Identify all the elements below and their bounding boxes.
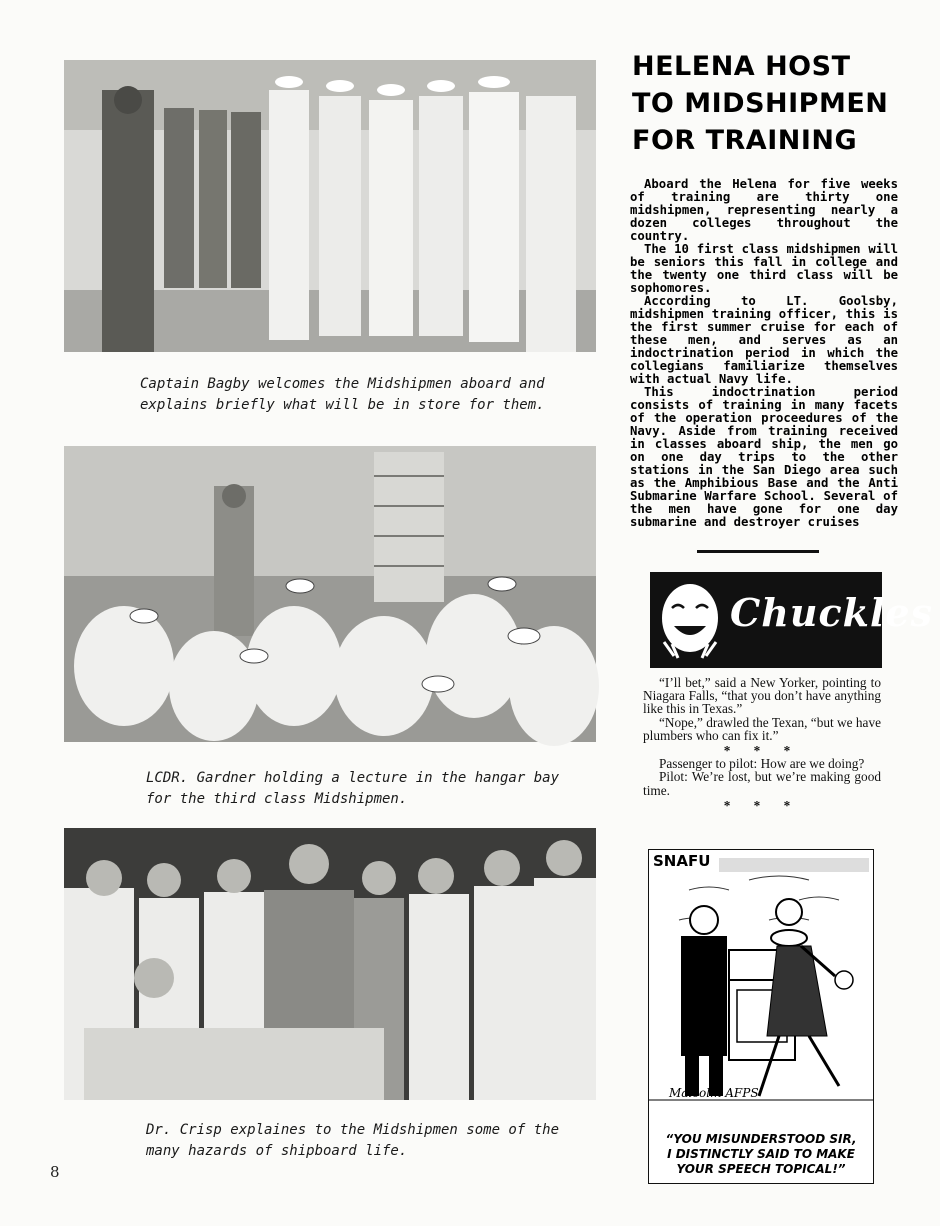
page-number: 8: [50, 1163, 60, 1181]
photo-hangar-lecture: [64, 446, 596, 742]
photo-dr-crisp: [64, 828, 596, 1100]
photo-caption-3: Dr. Crisp explaines to the Midshipmen some of the many hazards of shipboard life.: [146, 1122, 560, 1159]
article-paragraph: The 10 first class midshipmen will be seniors this fall in college and the twenty one third class will be sophomores.: [630, 242, 898, 295]
cartoon-caption: “YOU MISUNDERSTOOD SIR, I DISTINCTLY SAID TO MAKE YOUR SPEECH TOPICAL!”: [665, 1132, 857, 1176]
article-headline: HELENA HOST TO MIDSHIPMEN FOR TRAINING: [632, 51, 889, 156]
article-paragraph: According to LT. Goolsby, midshipmen training officer, this is the first summer cruise for each of these men, and serves as an indoctrination period in which the collegians familiarize themselves with actual Navy life.: [630, 294, 898, 386]
article-paragraph: This indoctrination period consists of training in many facets of the operation proceedures of the Navy. Aside from training received in classes aboard ship, the men go on one day trips to the other stations in the San Diego area such as the Amphibious Base and the Anti Submarine Warfare School. Several of the men have gone for one day submarine and destroyer cruises: [630, 385, 898, 529]
jokes-column: [643, 676, 881, 812]
laughing-face-icon: [650, 572, 730, 668]
joke-paragraph: Passenger to pilot: How are we doing?: [659, 756, 865, 772]
chuckles-title: Chuckles: [730, 590, 933, 635]
photo-caption-1: Captain Bagby welcomes the Midshipmen aboard and explains briefly what will be in store for them.: [140, 376, 545, 413]
divider-rule: [697, 550, 819, 553]
cartoon-signature: Malcolm AFPS: [669, 1086, 759, 1100]
photo-caption-2: LCDR. Gardner holding a lecture in the hangar bay for the third class Midshipmen.: [146, 770, 560, 807]
article-body: [630, 178, 898, 529]
joke-paragraph: “I’ll bet,” said a New Yorker, pointing to Niagara Falls, “that you don’t have anything like this in Texas.”: [643, 675, 881, 717]
joke-paragraph: Pilot: We’re lost, but we’re making good time.: [643, 769, 881, 798]
chuckles-banner: [650, 572, 933, 668]
article-paragraph: Aboard the Helena for five weeks of training are thirty one midshipmen, representing nearly a dozen colleges throughout the country.: [630, 177, 898, 243]
joke-separator: * * *: [723, 743, 801, 759]
snafu-cartoon: [648, 849, 874, 1184]
photo-captain-welcome: [64, 60, 596, 352]
joke-separator: * * *: [723, 797, 801, 813]
cartoon-title: SNAFU: [653, 852, 711, 870]
joke-paragraph: “Nope,” drawled the Texan, “but we have plumbers who can fix it.”: [643, 714, 881, 743]
